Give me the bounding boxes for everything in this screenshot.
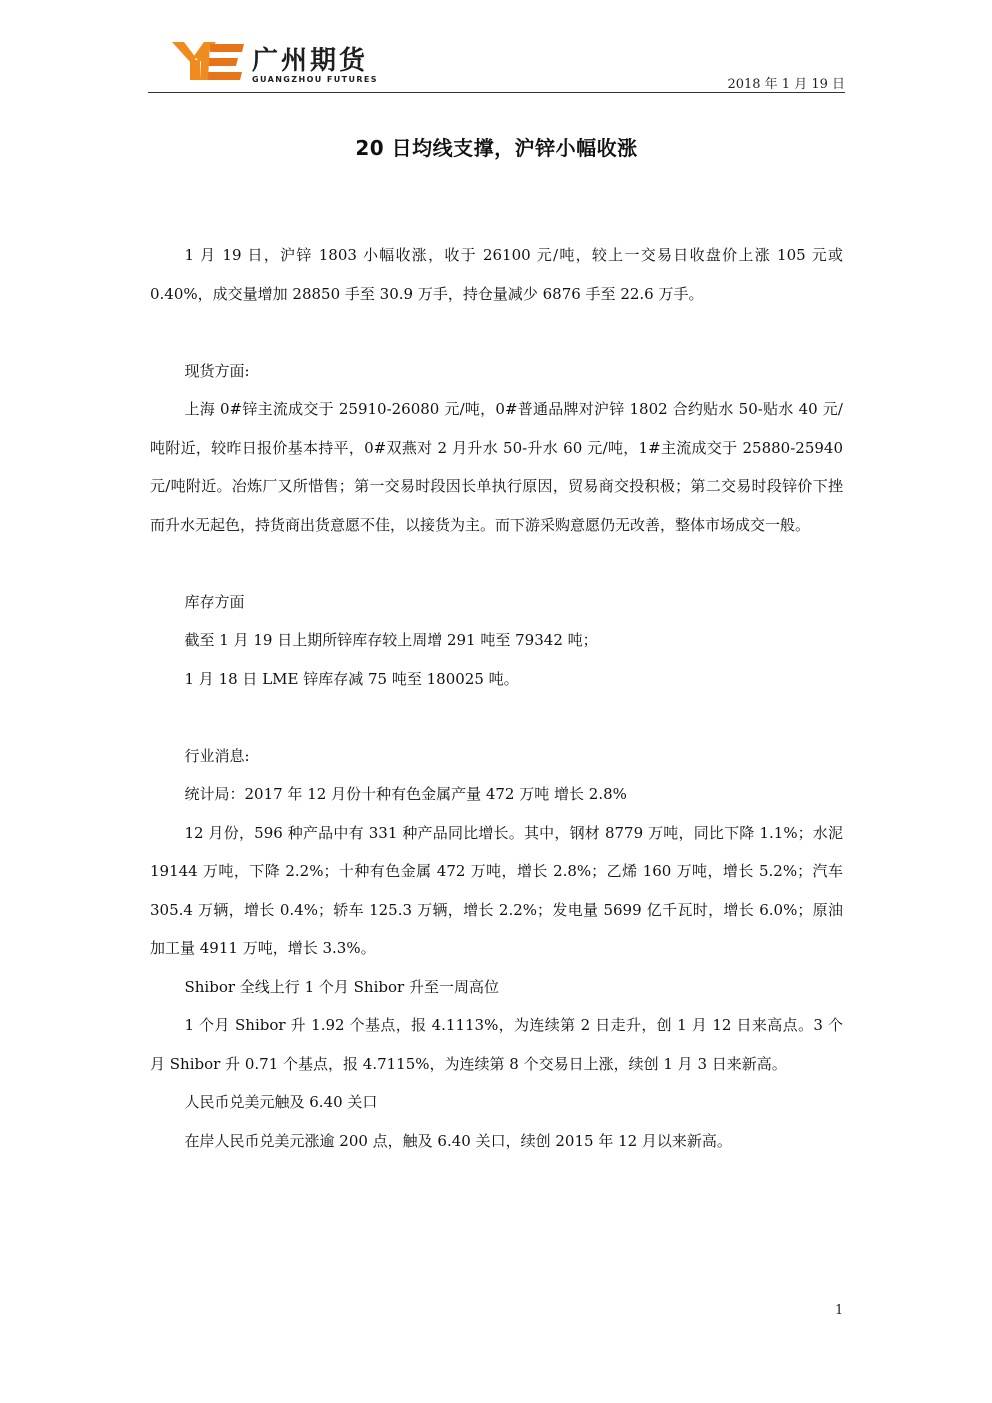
page-header bbox=[148, 30, 845, 94]
news-item-body: 12 月份，596 种产品中有 331 种产品同比增长。其中，钢材 8779 万吨，同比下降 1.1%；水泥 19144 万吨，下降 2.2%；十种有色金属 472 万吨，增长 2.8%；乙烯 160 万吨，增长 5.2%；汽车 305.4 万辆，增长 0.4%；轿车 125.3 万辆，增长 2.2%；发电量 5699 亿千瓦时，增长 6.0%；原油加工量 4911 万吨，增长 3.3%。 bbox=[150, 823, 843, 957]
industry-news-heading: 行业消息: bbox=[184, 746, 250, 765]
news-item-body: 1 个月 Shibor 升 1.92 个基点，报 4.1113%，为连续第 2 日走升，创 1 月 12 日来高点。3 个月 Shibor 升 0.71 个基点，报 4.7115%，为连续第 8 个交易日上涨，续创 1 月 3 日来新高。 bbox=[150, 1016, 843, 1073]
spot-section-paragraph: 上海 0#锌主流成交于 25910-26080 元/吨，0#普通品牌对沪锌 1802 合约贴水 50-贴水 40 元/吨附近，较昨日报价基本持平，0#双燕对 2 月升水 50-升水 60 元/吨，1#主流成交于 25880-25940 元/吨附近。冶炼厂又所惜售；第一交易时段因长单执行原因，贸易商交投积极；第二交易时段锌价下挫而升水无起色，持货商出货意愿不佳，以接货为主。而下游采购意愿仍无改善，整体市场成交一般。 bbox=[150, 400, 843, 534]
inventory-section-heading: 库存方面 bbox=[184, 592, 245, 611]
news-item-title: Shibor 全线上行 1 个月 Shibor 升至一周高位 bbox=[184, 977, 499, 996]
news-item-body: 在岸人民币兑美元涨逾 200 点，触及 6.40 关口，续创 2015 年 12 月以来新高。 bbox=[184, 1131, 732, 1150]
news-item-title: 人民币兑美元触及 6.40 关口 bbox=[184, 1093, 378, 1111]
spacer bbox=[150, 544, 843, 583]
logo-mark-icon bbox=[172, 38, 246, 84]
spacer bbox=[150, 698, 843, 737]
logo-chinese-name: 广州期货 bbox=[252, 46, 369, 76]
company-logo bbox=[172, 38, 378, 86]
inventory-shfe-line: 截至 1 月 19 日上期所锌库存较上周增 291 吨至 79342 吨； bbox=[184, 631, 598, 649]
report-date: 2018 年 1 月 19 日 bbox=[727, 77, 845, 92]
inventory-lme-line: 1 月 18 日 LME 锌库存减 75 吨至 180025 吨。 bbox=[184, 669, 519, 688]
document-body bbox=[150, 236, 843, 1160]
page-number: 1 bbox=[835, 1303, 844, 1318]
spacer bbox=[150, 313, 843, 352]
header-divider bbox=[148, 92, 845, 93]
spot-section-heading: 现货方面: bbox=[184, 361, 250, 380]
logo-english-name: GUANGZHOU FUTURES bbox=[252, 75, 378, 84]
news-item-title: 统计局：2017 年 12 月份十种有色金属产量 472 万吨 增长 2.8% bbox=[184, 785, 627, 803]
market-summary-paragraph: 1 月 19 日，沪锌 1803 小幅收涨，收于 26100 元/吨，较上一交易日收盘价上涨 105 元或 0.40%，成交量增加 28850 手至 30.9 万手，持仓量减少 6876 手至 22.6 万手。 bbox=[150, 246, 843, 303]
document-title: 20 日均线支撑，沪锌小幅收涨 bbox=[355, 136, 638, 160]
